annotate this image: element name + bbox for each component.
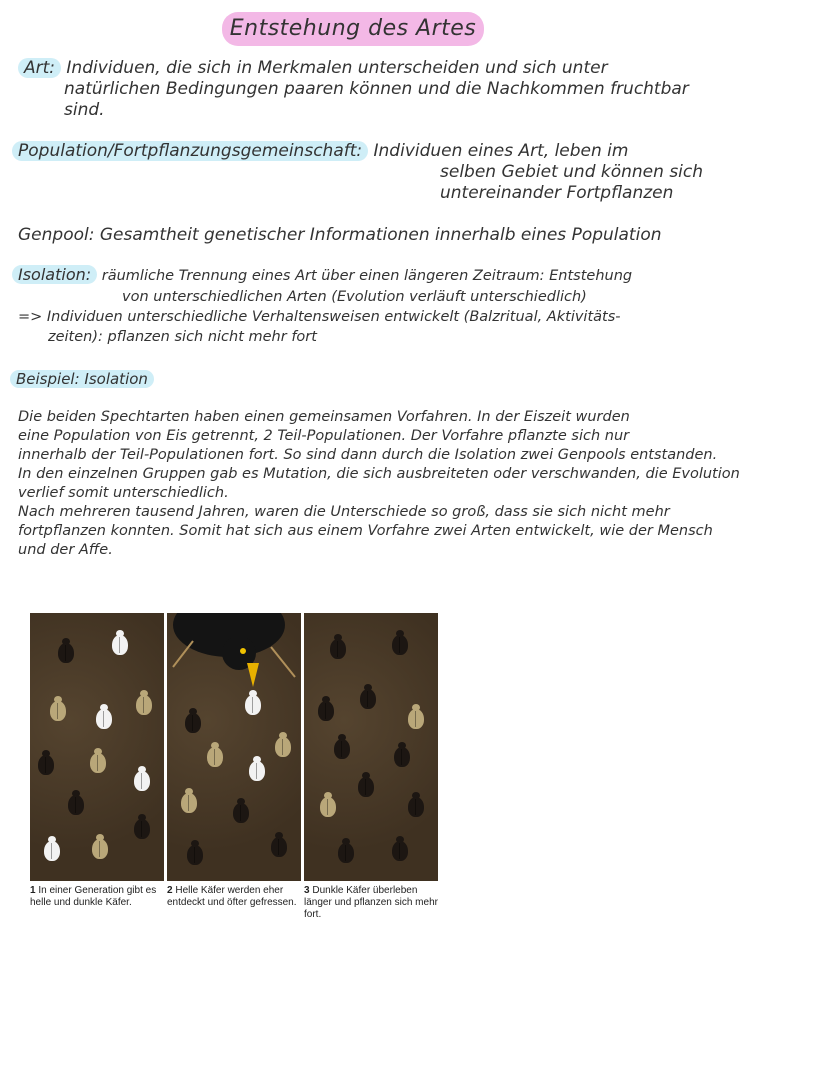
caption-text: Dunkle Käfer überleben länger und pflanzen sich mehr fort. [304, 885, 438, 920]
example-line: innerhalb der Teil-Populationen fort. So sind dann durch die Isolation zwei Genpools entstanden. [18, 447, 718, 463]
definition-isolation [12, 265, 822, 286]
definition-isolation-line2: von unterschiedlichen Arten (Evolution verläuft unterschiedlich) [122, 289, 587, 305]
dark-beetle [185, 713, 201, 733]
definition-population-line1: Individuen eines Art, leben im [373, 141, 629, 161]
definition-art-line2: natürlichen Bedingungen paaren können und die Nachkommen fruchtbar [64, 79, 689, 99]
figure-panel-1 [30, 613, 164, 881]
beetle-figure [30, 613, 438, 883]
caption-2 [167, 885, 301, 909]
dark-beetle [334, 739, 350, 759]
tan-beetle [181, 793, 197, 813]
term-population: Population/Fortpflanzungsgemeinschaft: [12, 141, 368, 161]
example-paragraph [18, 408, 818, 560]
dark-beetle [58, 643, 74, 663]
dark-beetle [360, 689, 376, 709]
tan-beetle [320, 797, 336, 817]
example-line: Nach mehreren tausend Jahren, waren die Unterschiede so groß, dass sie sich nicht mehr [18, 504, 670, 520]
definition-population-line3: untereinander Fortpflanzen [440, 183, 674, 203]
light-beetle [44, 841, 60, 861]
term-genpool: Genpool: [18, 225, 95, 245]
term-isolation: Isolation: [12, 265, 97, 284]
example-line: verlief somit unterschiedlich. [18, 485, 229, 501]
tan-beetle [92, 839, 108, 859]
definition-isolation-line1: räumliche Trennung eines Art über einen längeren Zeitraum: Entstehung [101, 268, 633, 284]
example-line: fortpflanzen konnten. Somit hat sich aus einem Vorfahre zwei Arten entwickelt, wie der Mensch [18, 523, 713, 539]
light-beetle [249, 761, 265, 781]
definition-art-line3: sind. [64, 100, 105, 120]
blackbird-icon [167, 613, 301, 693]
dark-beetle [38, 755, 54, 775]
light-beetle [112, 635, 128, 655]
tan-beetle [90, 753, 106, 773]
example-heading-wrap [10, 369, 154, 389]
light-beetle [245, 695, 261, 715]
figure-panel-3 [304, 613, 438, 881]
dark-beetle [392, 635, 408, 655]
definition-art-line1: Individuen, die sich in Merkmalen unterscheiden und sich unter [66, 58, 608, 78]
example-heading: Beispiel: Isolation [10, 370, 154, 388]
dark-beetle [134, 819, 150, 839]
tan-beetle [50, 701, 66, 721]
term-art: Art: [18, 58, 61, 78]
example-line: In den einzelnen Gruppen gab es Mutation, die sich ausbreiteten oder verschwanden, die Evolution [18, 466, 740, 482]
caption-1 [30, 885, 164, 909]
page-title: Entstehung des Artes [222, 12, 484, 46]
tan-beetle [136, 695, 152, 715]
dark-beetle [318, 701, 334, 721]
caption-number: 1 [30, 885, 36, 896]
dark-beetle [392, 841, 408, 861]
definition-genpool-text: Gesamtheit genetischer Informationen innerhalb eines Population [99, 225, 662, 245]
dark-beetle [68, 795, 84, 815]
caption-text: Helle Käfer werden eher entdeckt und öfter gefressen. [167, 885, 297, 908]
caption-3 [304, 885, 438, 921]
caption-number: 2 [167, 885, 173, 896]
definition-isolation-line3: => Individuen unterschiedliche Verhaltensweisen entwickelt (Balzritual, Aktivitäts- [18, 309, 621, 325]
dark-beetle [233, 803, 249, 823]
definition-genpool [18, 224, 824, 246]
dark-beetle [338, 843, 354, 863]
example-line: eine Population von Eis getrennt, 2 Teil-Populationen. Der Vorfahre pflanzte sich nur [18, 428, 630, 444]
tan-beetle [408, 709, 424, 729]
dark-beetle [408, 797, 424, 817]
dark-beetle [394, 747, 410, 767]
figure-panel-2 [167, 613, 301, 881]
dark-beetle [271, 837, 287, 857]
light-beetle [96, 709, 112, 729]
light-beetle [134, 771, 150, 791]
definition-art [18, 58, 818, 78]
dark-beetle [358, 777, 374, 797]
dark-beetle [330, 639, 346, 659]
caption-number: 3 [304, 885, 310, 896]
dark-beetle [187, 845, 203, 865]
tan-beetle [207, 747, 223, 767]
definition-population-line2: selben Gebiet und können sich [440, 162, 704, 182]
example-line: und der Affe. [18, 542, 113, 558]
example-line: Die beiden Spechtarten haben einen gemeinsamen Vorfahren. In der Eiszeit wurden [18, 409, 630, 425]
caption-text: In einer Generation gibt es helle und dunkle Käfer. [30, 885, 157, 908]
tan-beetle [275, 737, 291, 757]
definition-isolation-line4: zeiten): pflanzen sich nicht mehr fort [48, 329, 317, 345]
definition-population [12, 141, 822, 161]
